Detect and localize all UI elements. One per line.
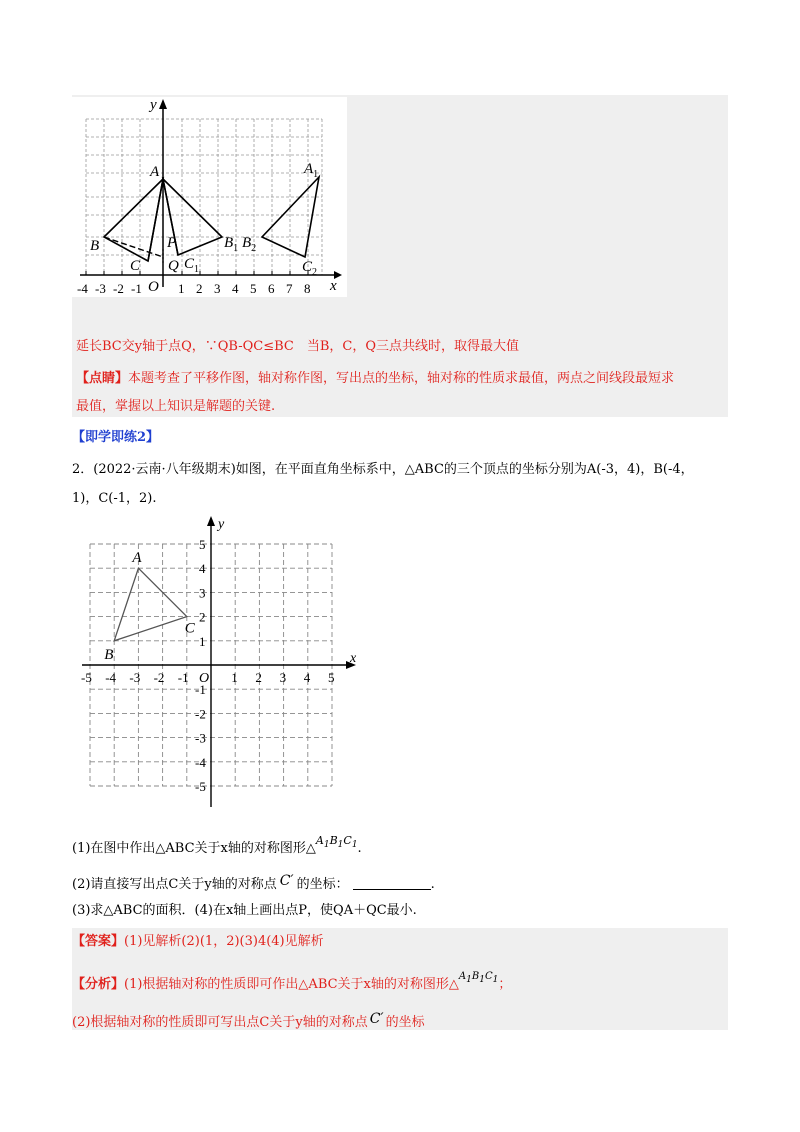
figure1-grid-diagram — [72, 97, 347, 297]
fig2-xtick-label: 2 — [255, 670, 262, 685]
fig2-xtick-label: 1 — [231, 670, 238, 685]
fig2-ytick-label: 4 — [199, 561, 206, 577]
fig2-label-y: y — [218, 517, 225, 532]
fig1-xtick: -2 — [113, 281, 124, 296]
q2-end: . — [430, 877, 435, 892]
fig1-label-P: P — [167, 235, 177, 251]
fig1-xtick: -1 — [131, 281, 142, 296]
section-heading: 【即学即练2】 — [72, 430, 160, 445]
fig2-xtick-label: -2 — [153, 670, 165, 685]
question-3: (3)求△ABC的面积．(4)在x轴上画出点P，使QA＋QC最小. — [72, 903, 417, 918]
fig2-xtick-label: 3 — [279, 670, 287, 685]
fig1-label-x: x — [330, 278, 337, 294]
t-sub: 1 — [351, 840, 358, 850]
t-sub: 1 — [323, 840, 330, 850]
fig2-xtick-label: -5 — [81, 670, 92, 685]
fig2-ytick-label: -1 — [195, 682, 206, 698]
t-a: A — [458, 971, 467, 982]
fig1-xtick: 7 — [286, 281, 293, 296]
fig2-xtick-label: -1 — [177, 670, 189, 685]
answer-tag: 【答案】 — [72, 934, 125, 949]
analysis-text2-end: 的坐标 — [385, 1015, 425, 1030]
fig1-xtick: 2 — [196, 281, 203, 296]
q2-suffix: 的坐标： — [296, 877, 349, 892]
fig2-label-B: B — [104, 646, 114, 663]
fig1-xtick: 4 — [232, 281, 239, 296]
answer-line — [72, 933, 324, 951]
fig2-xtick-label: -4 — [105, 670, 117, 685]
fig1-label-A1: $A_1$ — [304, 161, 319, 180]
fig1-label-y: y — [150, 97, 157, 113]
problem-line2: 1)，C(-1，2). — [72, 491, 157, 506]
analysis-line2 — [72, 1010, 425, 1032]
analysis-text2: (2)根据轴对称的性质即可写出点C关于y轴的对称点 — [72, 1015, 368, 1030]
fig1-label-C2: $C_2$ — [302, 259, 318, 278]
fig2-ytick-label: 1 — [199, 633, 206, 649]
fig2-label-C: C — [184, 620, 195, 637]
fig1-label-B1: $B_1$ — [224, 235, 239, 254]
fig2-xtick-label: 4 — [303, 670, 311, 685]
question-2 — [72, 872, 435, 894]
fig2-xtick-label: -3 — [129, 670, 141, 685]
q2-text: (2)请直接写出点C关于y轴的对称点 — [72, 877, 277, 892]
t-sub: 1 — [492, 975, 499, 985]
fig2-ytick-label: -4 — [195, 754, 206, 770]
comment-tag: 【点睛】 — [76, 371, 129, 386]
answer-blank — [353, 877, 431, 890]
fig1-xtick: -4 — [77, 281, 88, 296]
analysis-triangle-label — [458, 971, 499, 985]
fig1-label-B2: $B_2$ — [242, 235, 257, 254]
fig1-xtick: 5 — [250, 281, 257, 296]
answer-text: (1)见解析(2)(1，2)(3)4(4)见解析 — [124, 934, 324, 949]
t-c: C — [484, 971, 493, 982]
comment-line1 — [76, 370, 674, 388]
analysis-cprime: C′ — [369, 1011, 384, 1027]
fig2-ytick-label: 3 — [199, 585, 206, 601]
c-prime: C′ — [279, 873, 294, 889]
fig2-label-O: O — [199, 671, 210, 686]
fig2-ytick-label: -5 — [195, 779, 206, 794]
fig1-label-C1: $C_1$ — [184, 256, 200, 275]
triangle-abc — [114, 568, 187, 641]
q1-text: (1)在图中作出△ABC关于x轴的对称图形△ — [72, 841, 316, 856]
fig2-ytick-label: 5 — [199, 537, 206, 552]
fig1-xtick: 1 — [178, 281, 185, 296]
analysis-end1: ； — [498, 977, 512, 992]
fig1-xtick: 6 — [268, 281, 275, 296]
solution-line: 延长BC交y轴于点Q，∵QB-QC≤BC 当B，C，Q三点共线时，取得最大值 — [76, 339, 519, 354]
t-sub: 1 — [337, 840, 344, 850]
comment-line2: 最值，掌握以上知识是解题的关键. — [76, 399, 276, 414]
analysis-line1 — [72, 968, 511, 994]
t-sub: 1 — [466, 975, 472, 985]
figure2-coordinate-chart — [78, 512, 368, 812]
t-c: C — [343, 834, 352, 847]
fig2-label-x: x — [350, 651, 357, 666]
fig1-xtick: 8 — [304, 281, 311, 296]
fig1-label-O: O — [148, 279, 159, 295]
problem-line1: 2．(2022·云南·八年级期末)如图，在平面直角坐标系中，△ABC的三个顶点的坐标分别为A(-3，4)，B(-4， — [72, 462, 694, 477]
fig1-xtick: -3 — [95, 281, 106, 296]
fig2-ytick-label: -3 — [195, 730, 206, 746]
fig2-ytick-label: 2 — [199, 609, 206, 625]
analysis-tag: 【分析】 — [72, 977, 125, 992]
triangle-a1b1c1-label — [315, 834, 358, 850]
fig1-label-A: A — [150, 164, 160, 180]
t-b: B — [329, 834, 338, 847]
t-a: A — [315, 834, 324, 847]
question-1 — [72, 832, 362, 858]
fig1-label-C: C — [130, 258, 141, 274]
fig2-ytick-label: -2 — [195, 706, 206, 722]
fig1-xtick: 3 — [214, 281, 221, 296]
t-sub: 1 — [479, 975, 485, 985]
fig2-xtick-label: 5 — [328, 670, 335, 685]
t-b: B — [471, 971, 480, 982]
comment-text1: 本题考查了平移作图，轴对称作图，写出点的坐标，轴对称的性质求最值，两点之间线段最短求 — [128, 371, 675, 386]
fig1-label-Q: Q — [168, 258, 179, 274]
fig1-label-B: B — [90, 238, 100, 254]
q1-end: . — [357, 841, 362, 856]
fig2-label-A: A — [132, 550, 142, 567]
analysis-text1: (1)根据轴对称的性质即可作出△ABC关于x轴的对称图形△ — [124, 977, 459, 992]
